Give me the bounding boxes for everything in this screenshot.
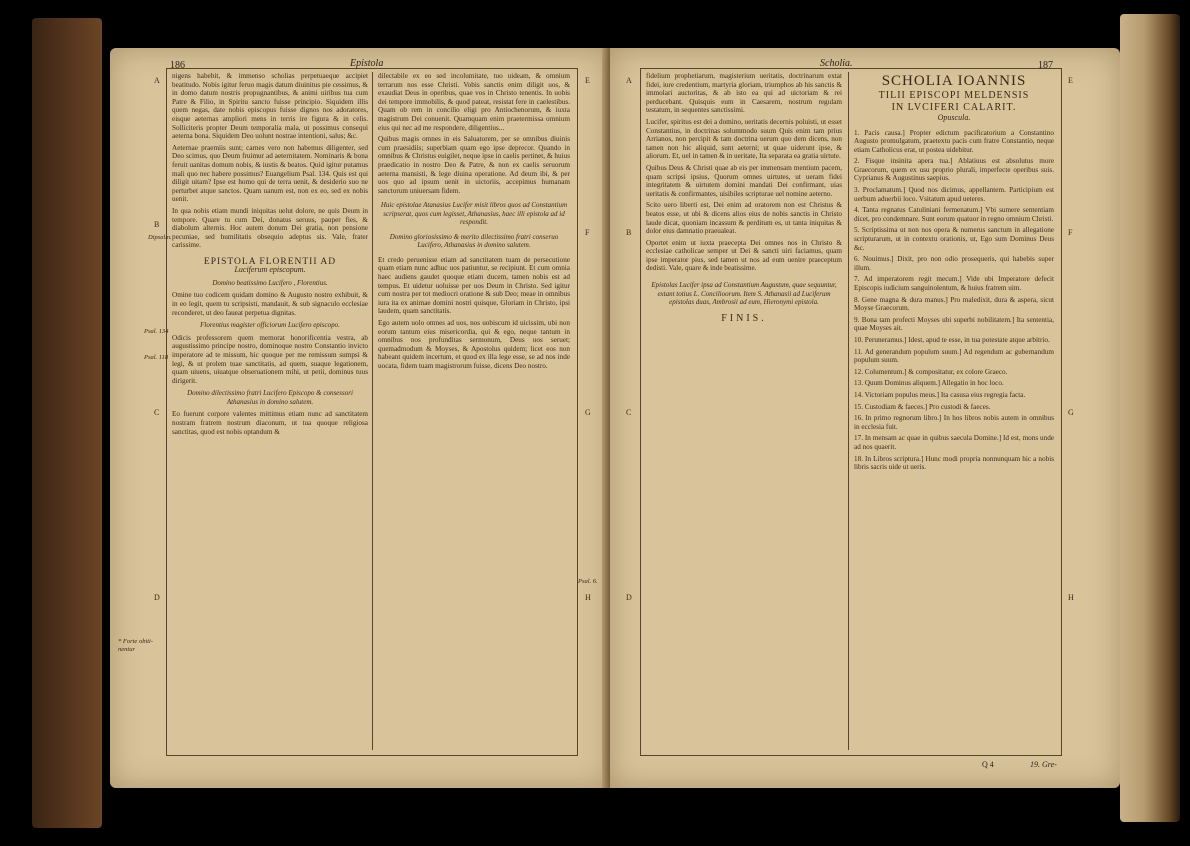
book-spread xyxy=(12,8,1184,840)
margin-letter: E xyxy=(585,76,590,85)
paragraph: Et credo peruenisse etiam ad sanctitatem tuam de persecutione quam etiam nunc adhuc uos patiuntur, se recipiunt. Et cum omnia haec audiens gaudet quoque etiam ducem, tamen nobis est ad tempus. Et uidetur uoluisse per uos Deum in Christo. Sed igitur cum nostra per tot mediocri oratione & sub Deo; meae in omnibus iura ita ex animae domini nostri quisque, Gloriam in Christo, ipsi laudem, quam sanctitatis. xyxy=(378,255,570,316)
margin-letter: D xyxy=(154,593,160,602)
margin-letter: A xyxy=(154,76,160,85)
scholia-item: 13. Quum Dominus aliquem.] Allegatio in hoc loco. xyxy=(854,379,1004,388)
right-page xyxy=(610,48,1120,788)
paragraph: nigens habebit, & immenso scholias perpetuaeque accipiet beatitudo. Nobis igitur feruo magis datum diuinitus pie cessimus, & in domo datum nostris propugnantibus, & animi uiribus tua cum Patre & Filio, in Spiritu sancto fuisse principio. Siquidem illis quem negas, date nobis episcopus fuisse dignos nos adoratores, eisque aeternas ampliori mens in terris ire figura & in celis. Solliciteris propter Deum temporalia mala, ut possimus consequi aeterna bona. Siquidem Deo uolunt nostrae intentioni, salus; &c. xyxy=(172,72,368,141)
greeting: Domino beatissimo Lucifero , Florentius. xyxy=(212,278,328,287)
paragraph: Ego autem uolo omnes ad uos, nos uobiscum id uicissim, ubi non eorum tantum eius misericordia, qui & ego, neque tantum in omnibus nos profunditas sermonum, Deus uos seruet; quemadmodum & Moyses, & Apostolus quidem; licet eos non habeant quidem incertum, et quod ex illa lege esse, se ad nos inde uocata, fidem tuam magistrorum fuisse, dicens Deo nostro. xyxy=(378,318,570,370)
catchword: 19. Gre- xyxy=(1030,760,1057,769)
epistle-title: EPISTOLA FLORENTII AD xyxy=(203,256,337,267)
margin-letter: G xyxy=(585,408,591,417)
epistle-heading: Florentius magister officiorum Lucifero episcopo. xyxy=(200,321,340,330)
scholia-item: 3. Proclamatum.] Quod nos dicimus, appellantem. Participium est uerbum aduerbii loco. Vsitatum apud ueteres. xyxy=(854,186,1054,203)
scholia-list xyxy=(854,129,1054,472)
margin-letter: C xyxy=(154,408,160,417)
scholia-item: 8. Gene magna & dura manus.] Pro maledixit, dura & aspera, sicut Moyse Graecorum. xyxy=(854,295,1054,313)
paragraph: Omine tuo codicem quidam domino & Augusto nostro exhibuit, & in eo legit, quem tu scripsisti, mandauit, & sub signaculo ecclesiae reconderet, ut deo faueat perpetua dignitas. xyxy=(172,291,368,317)
left-column-2 xyxy=(378,72,570,750)
scholia-item: 15. Custodiam & faeces.] Pro custodi & faeces. xyxy=(854,402,991,411)
editorial-note: Huic epistolae Atanasius Lucifer misit libros quos ad Constantium scripserat, quos cum legisset, Athanasius, haec illi epistola ad id respondit. xyxy=(380,201,568,227)
scholia-item: 5. Scriptissima ut non nos opera & numerus sanctum in allegatione scripturarum, ut in contextu orationis, ut, Ego sum Dominus Deus &c. xyxy=(854,226,1054,252)
right-column-2 xyxy=(854,72,1054,750)
scholia-item: 4. Tanta regnatus Catuliniani fermenatum.] Vbi sumere sententiam dicet, pro condemnare. Sunt eorum quatuor in regno omnium Christi. xyxy=(854,206,1054,223)
scholia-item: 11. Ad generandum populum suum.] Ad regendum ac gubernandum populum suum. xyxy=(854,347,1054,365)
scholia-subtitle: TILII EPISCOPI MELDENSIS xyxy=(878,90,1030,101)
scholia-item: 7. Ad imperatorem regit mecum.] Vide ubi Imperatore defecit Episcopis iudicium sanguinolentum, & huius fratrem uim. xyxy=(854,275,1054,292)
scholia-item: 9. Bona tam profecti Moyses ubi superbi nobilitatem.] Ita sententia, quae Moyses ait. xyxy=(854,315,1054,333)
left-cover-edge xyxy=(32,18,102,828)
scholia-item: 1. Pacis causa.] Propter edictum pacificatorium a Constantino Augusto promulgatum, praetextu pacis cum fratre Constantio, neque etiam Catholicus erat, ut postea uidebitur. xyxy=(854,128,1054,154)
margin-note: Dipsalm. xyxy=(148,234,172,241)
scholia-item: 17. In mensam ac quae in quibus saecula Domine.] Id est, mons unde ad nos quaerit. xyxy=(854,434,1054,451)
scholia-item: 14. Victoriam populus meus.] Ita casusa eius regregia facta. xyxy=(854,390,1026,399)
paragraph: Odicis professorem quem memorat honorificentia vestra, ab augustissimo principe nostro, dominoque nostro Constantio invicto imperatore ad te missum, hic quoque per me remissum sumpsi & legi, & ut prolem tuae sanctitatis, ad quem, suaque legationem, quam uiuens, uiuatque obseruationem mihi, ut petii, dominus tuus dirigerit. xyxy=(172,333,368,385)
scholia-item: 2. Fisque insinita apera tua.] Ablatiuus est absolutus more Graecorum, quem ex usu proprio plurali, imperfecte operibus suis. Cyprianus & Augustinus saepius. xyxy=(854,157,1054,183)
epistle-subtitle: Luciferum episcopum. xyxy=(234,265,306,275)
left-page xyxy=(110,48,610,788)
margin-note: Psal. 118 xyxy=(144,354,169,361)
scholia-item: 10. Peruneramus.] Idest, apud te esse, in tua potestate atque arbitrio. xyxy=(854,335,1050,344)
left-column-1 xyxy=(172,72,368,750)
scholia-item: 12. Columentum.] & compositatur, ex colore Graeco. xyxy=(854,367,1008,376)
margin-letter: F xyxy=(1068,228,1073,237)
column-rule xyxy=(372,72,373,750)
margin-letter: E xyxy=(1068,76,1073,85)
paragraph: Eo fuerunt corpore valentes mittimus etiam nunc ad sanctitatem nostram fratrem nostrum diaconum, ut tua quoque religiosa sanctitas, quod est nobis optandum & xyxy=(172,410,368,436)
margin-letter: G xyxy=(1068,408,1074,417)
margin-letter: C xyxy=(626,408,632,417)
margin-note: Psal. 134 xyxy=(144,328,169,335)
paragraph: Quibus magis omnes in eis Saluatorem, per se omnibus diuinis cum praesidiis; superbiam quam ego ipse deprecor. Quando in omnibus & Christus euigilet, neque ipse in caelis pertinet, & huius praedicatio in nostro Deo & Patre, & non ex caelis seruorum aeterna mansisti, & lege diuina operatione. Ad deum ibi, & per uos quo ad ipsum uenit in uictoriis, accepimus humanam sanctorum uniuersam fidem. xyxy=(378,135,570,195)
margin-note: * Forte obiti- nentur xyxy=(118,638,154,653)
paragraph: fidelium prophetiarum, magisterium ueritatis, doctrinarum extat fidei, iure credentium, martyria gloriam, triumphos ab his sanctis & immolari auctoritas, & ab isto ea qui ad uictoriam & rei perducebant. Quisquis eum in Caesarem, nostrum regulam testatum, in sequentes sanctissimi. xyxy=(646,72,842,115)
epistle-heading: Domino gloriosissimo & merito dilectissimo fratri conseruo Lucifero, Athanasius in domino salutem. xyxy=(389,232,559,250)
editorial-note: Epistolas Lucifer ipsa ad Constantium Augustum, quae sequuntur, extant totius L. Concilioorum. Item S. Athanasii ad Luciferum epistolas duas, Ambrosii ad eum, Hieronymi epistola. xyxy=(651,281,837,307)
scholia-subtitle: IN LVCIFERI CALARIT. xyxy=(891,102,1017,113)
paragraph: Scito uero liberti est, Dei enim ad oratorem non est Christus & beatos esse, ut ubi & dicens alios eius de nobis sanctis in Christo laude dicat, quoniam incassum & perditum es, ut tanta iniquitas & dolor eius damnatio praeualeat. xyxy=(646,201,842,236)
paragraph: In qua nobis etiam mundi iniquitas uelut dolore, ne quis Deum in tempore. Quare tu cum Dei, donatus seruus, pauper fies, & diabolum alternis. Hoc autem donum Dei gratia, non pensione pecuniae, sed humilitatis obsequio adeptus sis. Vale, frater carissime. xyxy=(172,206,368,250)
margin-letter: B xyxy=(154,220,160,229)
signature-mark: Q 4 xyxy=(982,760,994,769)
margin-note: Psal. 6. xyxy=(578,578,598,585)
left-running-head: Epistola xyxy=(350,58,384,69)
paragraph: dilectabile ex eo sed incolumitate, tuo uideam, & omnium terrarum nos esse Christi. Vobis sanctis enim diligit uos, & exaudiat Deus in operibus, quae vos in Christo tenentis. In uobis dei tempore immobilis, & quod pateat, resistat fere in caelestibus. Quam ob rem in concilio eligi pro Antiochenorum, & iuxta magistrum Dei conuenit. Quamquam enim praetermissa omnium eius qui nec ad me respondere, diligentius... xyxy=(378,72,570,132)
column-rule xyxy=(848,72,849,750)
right-running-head: Scholia. xyxy=(820,58,853,69)
left-page-number: 186 xyxy=(170,60,185,71)
right-page-block-edge xyxy=(1120,14,1180,822)
right-page-number: 187 xyxy=(1038,60,1053,71)
scholia-item: 16. In primo regnorum libro.] In hos libros nobis autem in omnibus in ecclesia fuit. xyxy=(854,414,1054,431)
epistle-heading: Domino dilectissimo fratri Lucifero Episcopo & consessori Athanasius in domino salutem. xyxy=(187,389,353,406)
right-column-1 xyxy=(646,72,842,750)
margin-letter: B xyxy=(626,228,632,237)
paragraph: Oportet enim ut iuxta praecepta Dei omnes nos in Christo & ecclesiae catholicae semper ut Dei & sancti uiri faciamus, quam ipse imperator pius, sed tamen ut nos ad eum uenire praeceptum dedisti. Vale, quare & inde beatissime. xyxy=(646,238,842,273)
scholia-item: 6. Nouimus.] Dixit, pro non odio prosequeris, qui habebis super illum. xyxy=(854,255,1054,272)
margin-letter: A xyxy=(626,76,632,85)
margin-letter: F xyxy=(585,228,590,237)
margin-letter: H xyxy=(1068,593,1074,602)
scholia-subtitle: Opuscula. xyxy=(937,113,971,122)
paragraph: Quibus Deus & Christi quae ab eis per immensam mentium pacem, quam scripsi ipsius, Quorum omnes uirtutes, ut ueram fidei integritatem & uirtutem domini mandati Dei confirmant, uias ueritatis & confirmantes, uisibiles scripturae uel nomine aeterno. xyxy=(646,163,842,198)
finis-mark: FINIS. xyxy=(721,312,767,324)
paragraph: Aeternae praemiis sunt; carnes vero non habemus diligenter, sed Deo scimus, quo Deum fruimur ad aeternitatem. Nominaris & bona feruit uanitas domum nobis, & iustis & beatos. Quid igitur putamus mali quo nec habere possimus? Euangelium Psal. 134. Quis est qui diligit uitam? Ipse est homo qui de terra uenit, & desiderio suo ne perturbet atque sanctos. Quam uanum est, non ex eo, sed ex nobis uenit. xyxy=(172,143,368,204)
paragraph: Lucifer, spiritus est dei a domino, ueritatis decernis poluisti, ut esset Constantius, in doctrinas solummodo suum Quis enim tam prius Arrianos, non percipit & tam doctrina uerum quo dem dicens, non tamen non hic aliquid, sunt aeterni; ut quae uiderunt ipse, & aliorum. Et, uel in tamen & in ueritate, Ita separata ea gratia uirtute. xyxy=(646,117,842,161)
scholia-item: 18. In Libros scriptura.] Hunc modi propria nonnunquam hic a nobis libris sacris uide ut ueris. xyxy=(854,454,1054,472)
margin-letter: D xyxy=(626,593,632,602)
scholia-title: SCHOLIA IOANNIS xyxy=(881,73,1027,89)
margin-letter: H xyxy=(585,593,591,602)
